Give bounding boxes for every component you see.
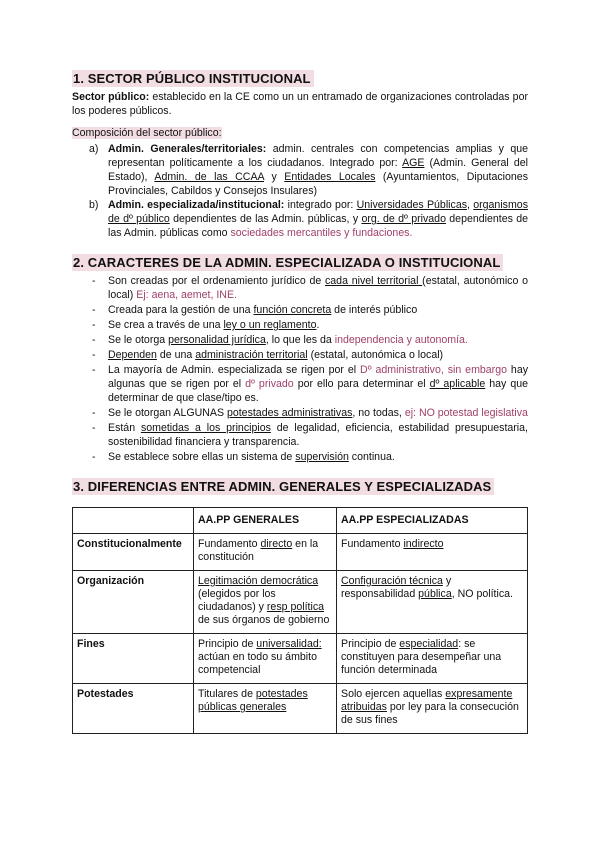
table-cell: [337, 571, 528, 634]
table-header-generales: AA.PP GENERALES: [194, 508, 337, 534]
underlined-text: expresamente atribuidas: [341, 688, 513, 713]
text: : se constituyen para desempeñar una función determinada: [341, 638, 502, 676]
text: admin. centrales con competencias amplias y que representan políticamente a los ciudadanos. Integrado por:: [108, 143, 528, 169]
text: dependientes de las Admin. públicas, y: [169, 213, 362, 225]
table-row: [73, 684, 528, 734]
table-row: [73, 634, 528, 684]
list-item: [72, 318, 528, 332]
text: de una: [156, 349, 196, 361]
underlined-text: resp política: [266, 601, 325, 613]
text: Titulares de: [198, 688, 256, 700]
section-3-title: 3. DIFERENCIAS ENTRE ADMIN. GENERALES Y ESPECIALIZADAS: [72, 478, 494, 495]
text: Están: [108, 422, 141, 434]
underlined-text: sometidas a los principios: [140, 422, 271, 434]
text: Se le otorgan ALGUNAS: [108, 407, 227, 419]
underlined-text: universalidad:: [256, 638, 322, 650]
row-label: Fines: [73, 634, 194, 684]
text: y responsabilidad: [341, 575, 452, 600]
text: Fundamento: [198, 538, 261, 550]
section-1-title: 1. SECTOR PÚBLICO INSTITUCIONAL: [72, 70, 314, 87]
list-item: [72, 333, 528, 347]
text: La mayoría de Admin. especializada se rigen por el: [108, 364, 361, 376]
list-item: [72, 363, 528, 405]
highlighted-text: independencia y autonomía.: [334, 334, 468, 346]
table-cell: [194, 684, 337, 734]
text: integrado por:: [284, 199, 357, 211]
list-marker: b): [89, 199, 99, 211]
text: hay que determinar de que clase/tipo es.: [108, 378, 529, 404]
underlined-text: supervisión: [295, 451, 349, 463]
list-marker: -: [92, 304, 96, 316]
list-item: [72, 274, 528, 302]
table-cell: [337, 684, 528, 734]
text: de sus órganos de gobierno: [198, 614, 330, 626]
text: dependientes de las Admin. públicas como: [108, 213, 529, 239]
underlined-text: Dependen: [108, 349, 157, 361]
highlighted-text: ej: NO potestad legislativa: [404, 407, 528, 419]
text: Creada para la gestión de una: [108, 304, 254, 316]
intro-label: Sector público:: [72, 91, 150, 103]
text: hay algunas que se rigen por el: [108, 364, 529, 390]
row-label: Potestades: [73, 684, 194, 734]
composition-list: [72, 142, 528, 240]
list-marker: a): [89, 143, 99, 155]
row-label: Constitucionalmente: [73, 534, 194, 571]
table-cell: [194, 634, 337, 684]
text: actúan en todo su ámbito competencial: [198, 651, 317, 676]
composition-label: Composición del sector público:: [72, 127, 222, 139]
highlighted-text: Ej: aena, aemet, INE.: [136, 289, 237, 301]
section-1-intro: [72, 90, 528, 118]
underlined-text: función concreta: [253, 304, 332, 316]
underlined-text: directo: [260, 538, 293, 550]
highlighted-text: sociedades mercantiles y fundaciones.: [230, 227, 413, 239]
intro-text: establecido en la CE como un un entramado de organizaciones controladas por los poderes públicos.: [72, 91, 528, 117]
text: Solo ejercen aquellas: [341, 688, 446, 700]
underlined-text: dº aplicable: [429, 378, 486, 390]
underlined-text: Admin. de las CCAA: [154, 171, 264, 183]
table-header-especializadas: AA.PP ESPECIALIZADAS: [337, 508, 528, 534]
text: Se crea a través de una: [108, 319, 224, 331]
composition-heading: [72, 126, 528, 140]
item-label: Admin. Generales/territoriales:: [108, 143, 267, 155]
list-item: [72, 303, 528, 317]
text: en la constitución: [198, 538, 319, 563]
underlined-text: Legitimación democrática: [198, 575, 319, 587]
list-item: [72, 406, 528, 420]
text: Fundamento: [341, 538, 404, 550]
table-cell: [337, 534, 528, 571]
list-marker: -: [92, 319, 96, 331]
section-2-title: 2. CARACTERES DE LA ADMIN. ESPECIALIZADA O INSTITUCIONAL: [72, 254, 503, 271]
list-marker: -: [92, 275, 96, 287]
text: (Admin. General del Estado),: [108, 157, 529, 183]
text: (estatal, autonómico o local): [108, 275, 528, 301]
list-marker: -: [92, 364, 96, 376]
underlined-text: cada nivel territorial: [324, 275, 423, 287]
underlined-text: potestades públicas generales: [198, 688, 308, 713]
list-marker: -: [92, 334, 96, 346]
highlighted-text: Dº administrativo, sin embargo: [360, 364, 507, 376]
characteristics-list: [72, 274, 528, 464]
text: , NO política.: [451, 588, 513, 600]
table-header-row: [73, 508, 528, 534]
underlined-text: ley o un reglamento: [223, 319, 317, 331]
table-row: [73, 534, 528, 571]
underlined-text: personalidad jurídica: [168, 334, 266, 346]
text: Principio de: [198, 638, 257, 650]
text: continua.: [348, 451, 395, 463]
underlined-text: pública: [418, 588, 452, 600]
underlined-text: Universidades Públicas: [356, 199, 468, 211]
underlined-text: especialidad: [399, 638, 459, 650]
list-item: [72, 198, 528, 240]
list-item: [72, 348, 528, 362]
table-cell: [194, 534, 337, 571]
table-header-empty: [73, 508, 194, 534]
text: , no todas,: [352, 407, 405, 419]
item-label: Admin. especializada/institucional:: [108, 199, 285, 211]
underlined-text: Entidades Locales: [284, 171, 376, 183]
comparison-table: [72, 507, 528, 734]
list-item: [72, 421, 528, 449]
text: ,: [467, 199, 474, 211]
text: por ello para determinar el: [293, 378, 430, 390]
underlined-text: AGE: [402, 157, 425, 169]
text: .: [316, 319, 320, 331]
table-cell: [194, 571, 337, 634]
underlined-text: administración territorial: [195, 349, 308, 361]
table-cell: [337, 634, 528, 684]
underlined-text: organismos de dº público: [108, 199, 528, 225]
highlighted-text: dº privado: [245, 378, 294, 390]
text: Principio de: [341, 638, 400, 650]
text: de legalidad, eficiencia, estabilidad presupuestaria, sostenibilidad financiera y transparencia.: [108, 422, 528, 448]
text: , lo que les da: [265, 334, 335, 346]
table-row: [73, 571, 528, 634]
text: Se le otorga: [108, 334, 169, 346]
text: (elegidos por los ciudadanos) y: [198, 588, 276, 613]
text: de interés público: [331, 304, 418, 316]
text: por ley para la consecución de sus fines: [341, 701, 519, 726]
list-item: [72, 142, 528, 198]
text: (Ayuntamientos, Diputaciones Provinciales, Cabildos y Consejos Insulares): [108, 171, 528, 197]
list-marker: -: [92, 451, 96, 463]
underlined-text: Configuración técnica: [341, 575, 443, 587]
text: Se establece sobre ellas un sistema de: [108, 451, 296, 463]
list-marker: -: [92, 422, 96, 434]
text: Son creadas por el ordenamiento jurídico de: [108, 275, 325, 287]
list-marker: -: [92, 407, 96, 419]
row-label: Organización: [73, 571, 194, 634]
text: y: [264, 171, 285, 183]
list-marker: -: [92, 349, 96, 361]
underlined-text: org. de dº privado: [361, 213, 446, 225]
underlined-text: potestades administrativas: [226, 407, 353, 419]
document-page: [72, 70, 528, 734]
list-item: [72, 450, 528, 464]
underlined-text: indirecto: [403, 538, 444, 550]
text: (estatal, autonómica o local): [307, 349, 444, 361]
